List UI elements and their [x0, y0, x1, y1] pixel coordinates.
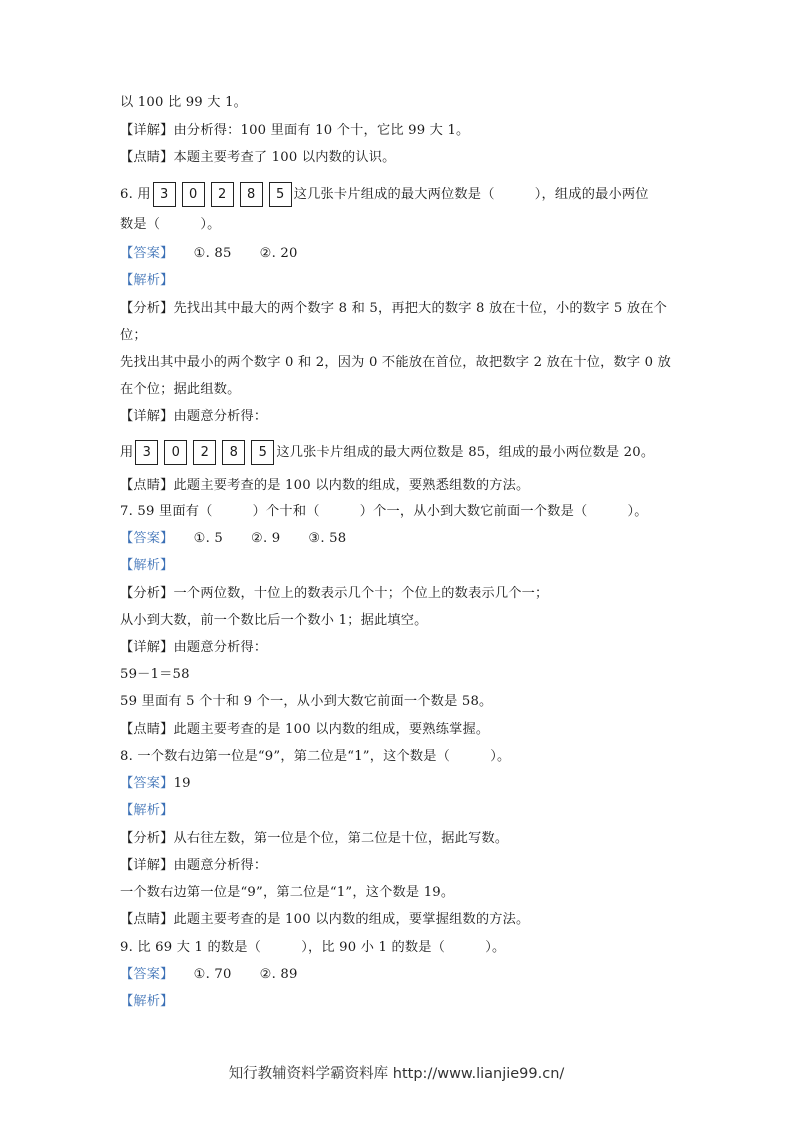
- result-suffix: 这几张卡片组成的最大两位数是 85，组成的最小两位数是 20。: [276, 445, 655, 460]
- digit-card: 2: [211, 182, 234, 207]
- analysis-line: 位；: [120, 328, 147, 343]
- answer-line: [120, 244, 298, 264]
- analysis-label: 【解析】: [120, 558, 174, 573]
- question-6-prefix: 6. 用: [120, 187, 151, 202]
- analysis-line: 在个位；据此组数。: [120, 382, 241, 397]
- digit-card: 8: [240, 182, 263, 207]
- digit-card: 2: [193, 440, 216, 465]
- question-7: 7. 59 里面有（ ）个十和（ ）个一，从小到大数它前面一个数是（ ）。: [120, 504, 648, 519]
- detail-line: 【详解】由分析得：100 里面有 10 个十，它比 99 大 1。: [120, 123, 470, 138]
- analysis-line: 【分析】一个两位数，十位上的数表示几个十；个位上的数表示几个一；: [120, 586, 549, 601]
- answer-label: 【答案】: [120, 967, 174, 982]
- answer-value: ①. 85: [193, 246, 232, 261]
- question-6-suffix: 这几张卡片组成的最大两位数是（ ），组成的最小两位: [293, 187, 649, 202]
- answer-value: ②. 20: [259, 246, 298, 261]
- answer-label: 【答案】: [120, 531, 174, 546]
- footer-watermark: 知行教辅资料学霸资料库 http://www.lianjie99.cn/: [228, 1066, 565, 1082]
- digit-card: 0: [182, 182, 205, 207]
- answer-label: 【答案】: [120, 246, 174, 261]
- analysis-line: 【分析】从右往左数，第一位是个位，第二位是十位，据此写数。: [120, 831, 509, 846]
- equation-line: 59－1＝58: [120, 667, 190, 682]
- result-line: [120, 440, 654, 465]
- result-line: 59 里面有 5 个十和 9 个一，从小到大数它前面一个数是 58。: [120, 694, 493, 709]
- detail-line: 【详解】由题意分析得：: [120, 640, 268, 655]
- analysis-label: 【解析】: [120, 994, 174, 1009]
- answer-value: ②. 9: [250, 531, 281, 546]
- key-point-line: 【点睛】此题主要考查的是 100 以内数的组成，要熟悉组数的方法。: [120, 478, 530, 493]
- digit-cards: [153, 182, 292, 207]
- answer-label: 【答案】: [120, 776, 174, 791]
- detail-line: 【详解】由题意分析得：: [120, 858, 268, 873]
- digit-card: 3: [135, 440, 158, 465]
- analysis-line: 先找出其中最小的两个数字 0 和 2，因为 0 不能放在首位，故把数字 2 放在十位，数字 0 放: [120, 355, 672, 370]
- digit-card: 5: [251, 440, 274, 465]
- digit-card: 3: [153, 182, 176, 207]
- key-point-line: 【点睛】本题主要考查了 100 以内数的认识。: [120, 150, 396, 165]
- analysis-line: 从小到大数，前一个数比后一个数小 1；据此填空。: [120, 613, 428, 628]
- digit-card: 0: [164, 440, 187, 465]
- answer-line: [120, 529, 346, 549]
- answer-value: ②. 89: [259, 967, 298, 982]
- answer-value: 19: [173, 776, 191, 791]
- answer-value: ①. 5: [193, 531, 223, 546]
- analysis-label: 【解析】: [120, 273, 174, 288]
- text-line: 以 100 比 99 大 1。: [120, 95, 248, 110]
- digit-card: 8: [222, 440, 245, 465]
- digit-card: 5: [269, 182, 292, 207]
- question-9: 9. 比 69 大 1 的数是（ ），比 90 小 1 的数是（ ）。: [120, 940, 506, 955]
- question-8: 8. 一个数右边第一位是“9”，第二位是“1”，这个数是（ ）。: [120, 749, 511, 764]
- key-point-line: 【点睛】此题主要考查的是 100 以内数的组成，要掌握组数的方法。: [120, 912, 530, 927]
- question-6-continuation: 数是（ ）。: [120, 217, 221, 232]
- analysis-label: 【解析】: [120, 803, 174, 818]
- answer-line: [120, 965, 298, 985]
- answer-value: ③. 58: [308, 531, 347, 546]
- result-prefix: 用: [120, 445, 134, 460]
- result-line: 一个数右边第一位是“9”，第二位是“1”，这个数是 19。: [120, 885, 455, 900]
- analysis-line: 【分析】先找出其中最大的两个数字 8 和 5，再把大的数字 8 放在十位，小的数字 5 放在个: [120, 301, 668, 316]
- detail-line: 【详解】由题意分析得：: [120, 409, 268, 424]
- key-point-line: 【点睛】此题主要考查的是 100 以内数的组成，要熟练掌握。: [120, 722, 490, 737]
- answer-line: [120, 774, 191, 794]
- digit-cards: [135, 440, 274, 465]
- question-6: [120, 182, 649, 207]
- answer-value: ①. 70: [193, 967, 232, 982]
